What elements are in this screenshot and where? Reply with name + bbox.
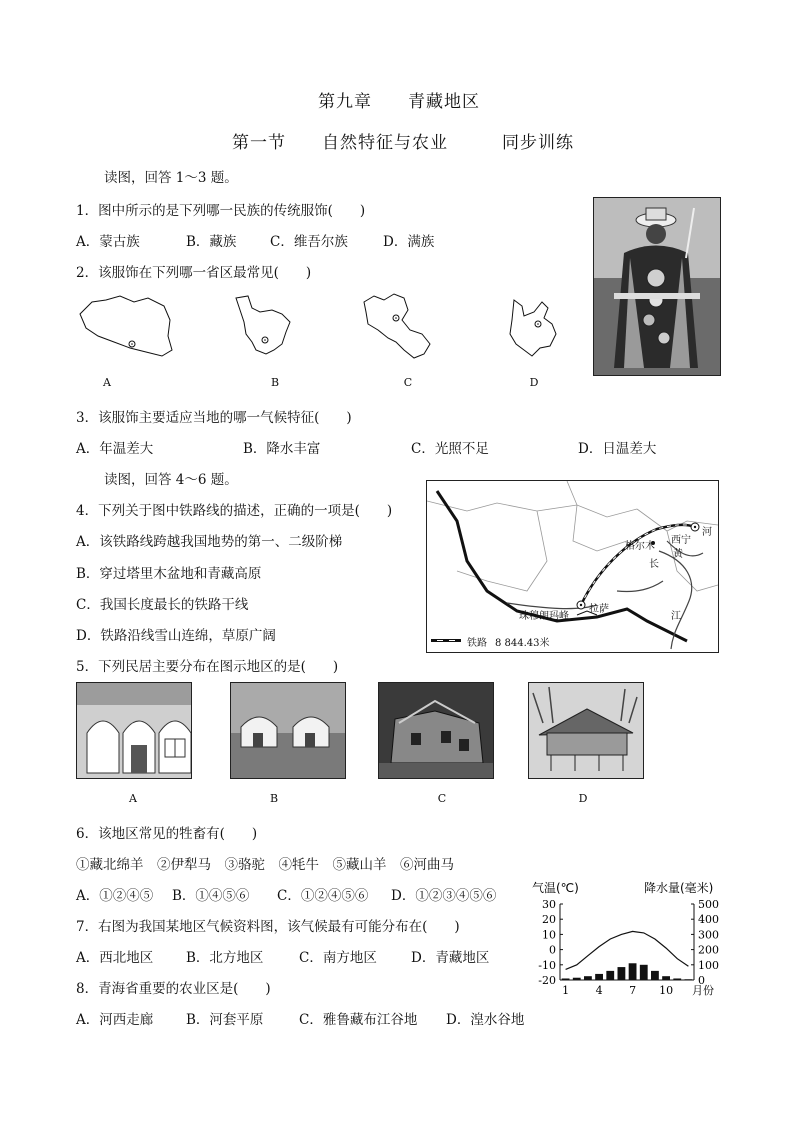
chart-precip-bar (662, 976, 670, 980)
intro-4-6: 读图，回答 4～6 题。 (104, 472, 238, 488)
q4-option-a: A．该铁路线跨越我国地势的第一、二级阶梯 (76, 534, 343, 550)
q2-stem: 2．该服饰在下列哪一省区最常见( ) (76, 265, 312, 281)
dwelling-label-b: B (269, 792, 279, 805)
q7-option-a: A．西北地区 (76, 950, 154, 966)
q5-stem: 5．下列民居主要分布在图示地区的是( ) (76, 659, 339, 675)
dwelling-label-c: C (437, 792, 447, 805)
q4-option-d: D．铁路沿线雪山连绵，草原广阔 (76, 628, 276, 644)
label-huang: 黄 (673, 549, 683, 560)
q3-option-b: B．降水丰富 (243, 441, 321, 457)
q7-option-d: D．青藏地区 (411, 950, 490, 966)
dwelling-photo-b-yurt (230, 682, 346, 779)
chart-precip-bar (640, 965, 648, 980)
label-lasa: 拉萨 (589, 604, 609, 615)
q1-option-d: D．满族 (383, 234, 435, 250)
map-option-c-outline (360, 290, 440, 364)
q3-option-c: C．光照不足 (411, 441, 489, 457)
q8-stem: 8．青海省重要的农业区是( ) (76, 981, 271, 997)
q3-stem: 3．该服饰主要适应当地的哪一气候特征( ) (76, 410, 352, 426)
q7-stem: 7．右图为我国某地区气候资料图，该气候最有可能分布在( ) (76, 919, 460, 935)
q8-option-b: B．河套平原 (186, 1012, 264, 1028)
dwelling-photo-d-stilt-house (528, 682, 644, 779)
chart-precip-bar (629, 963, 637, 980)
label-zhumulangma: 珠穆朗玛峰 (519, 611, 569, 622)
q1-option-c: C．维吾尔族 (270, 234, 348, 250)
map-option-a-tibet-outline (72, 292, 182, 362)
map-label-c: C (403, 376, 413, 389)
q1-option-a: A．蒙古族 (76, 234, 140, 250)
chart-x-tick-label: 4 (595, 984, 603, 997)
q8-option-c: C．雅鲁藏布江谷地 (299, 1012, 418, 1028)
chart-temperature-line (566, 931, 689, 969)
q1-stem: 1．图中所示的是下列哪一民族的传统服饰( ) (76, 203, 366, 219)
chart-left-tick-label: 0 (549, 943, 556, 957)
chart-precip-bar (618, 967, 626, 980)
map-option-b-outline (230, 292, 300, 362)
section-title: 第一节 自然特征与农业 同步训练 (232, 133, 574, 153)
chapter-title: 第九章 青藏地区 (318, 92, 480, 112)
q7-option-b: B．北方地区 (186, 950, 264, 966)
chart-left-tick-label: -20 (538, 974, 556, 987)
chart-x-tick-label: 10 (659, 984, 674, 997)
q6-option-c: C．①②④⑤⑥ (277, 888, 369, 904)
chart-right-tick-label: 0 (698, 974, 705, 987)
q8-option-a: A．河西走廊 (76, 1012, 154, 1028)
q6-option-b: B．①④⑤⑥ (172, 888, 250, 904)
map-label-a: A (103, 376, 111, 389)
map-label-b: B (270, 376, 280, 389)
railway-map-graphic (427, 481, 718, 652)
chart-right-tick-label: 500 (698, 898, 719, 911)
q4-option-c: C．我国长度最长的铁路干线 (76, 597, 249, 613)
q6-stem: 6．该地区常见的牲畜有( ) (76, 826, 258, 842)
q6-option-a: A．①②④⑤ (76, 888, 154, 904)
intro-1-3: 读图，回答 1～3 题。 (104, 170, 238, 186)
chart-precip-bar (673, 978, 681, 980)
label-geermu: 格尔木 (625, 541, 655, 552)
chart-left-tick-label: 10 (542, 928, 556, 942)
chart-precip-bar (562, 978, 570, 980)
q6-option-d: D．①②③④⑤⑥ (391, 888, 497, 904)
dwelling-photo-c-stone-house (378, 682, 494, 779)
chart-left-tick-label: 20 (542, 913, 556, 927)
chart-precip-bar (573, 978, 581, 980)
q7-option-c: C．南方地区 (299, 950, 377, 966)
dwelling-photo-a-cave (76, 682, 192, 779)
chart-precip-bar (651, 971, 659, 980)
chart-left-tick-label: 30 (542, 898, 556, 911)
chart-left-tick-label: -10 (538, 958, 556, 972)
q6-items: ①藏北绵羊 ②伊犁马 ③骆驼 ④牦牛 ⑤藏山羊 ⑥河曲马 (76, 857, 454, 873)
climate-chart (528, 878, 738, 1002)
chart-left-axis-label: 气温(℃) (532, 881, 579, 895)
chart-precip-bar (595, 974, 603, 980)
chart-precip-bar (685, 979, 693, 980)
label-jiang: 江 (671, 611, 681, 622)
chart-precip-bar (584, 976, 592, 980)
chart-precip-bar (606, 971, 614, 980)
chart-right-axis-label: 降水量(毫米) (644, 881, 714, 895)
qinghai-tibet-railway-map (426, 480, 719, 653)
map-label-d: D (529, 376, 539, 389)
chart-right-tick-label: 200 (698, 943, 719, 957)
chart-right-tick-label: 400 (698, 913, 719, 927)
chart-right-tick-label: 100 (698, 958, 719, 972)
label-elevation: 8 844.43米 (495, 638, 550, 649)
q8-option-d: D．湟水谷地 (446, 1012, 525, 1028)
legend-railway: 铁路 (467, 638, 487, 649)
chart-x-tick-label: 1 (562, 984, 570, 997)
chart-right-tick-label: 300 (698, 928, 719, 942)
label-chang: 长 (649, 559, 659, 570)
chart-plot-area (538, 898, 719, 997)
chart-x-tick-label: 7 (629, 984, 637, 997)
q3-option-d: D．日温差大 (578, 441, 657, 457)
map-option-d-outline (504, 294, 564, 360)
dwelling-label-a: A (129, 792, 137, 805)
tibetan-costume-photo (593, 197, 721, 376)
chart-x-unit-label: 月份 (692, 984, 714, 997)
q1-option-b: B．藏族 (186, 234, 237, 250)
q3-option-a: A．年温差大 (76, 441, 154, 457)
dwelling-label-d: D (578, 792, 588, 805)
q4-stem: 4．下列关于图中铁路线的描述，正确的一项是( ) (76, 503, 393, 519)
label-he: 河 (702, 527, 712, 538)
label-xining: 西宁 (671, 535, 691, 546)
q4-option-b: B．穿过塔里木盆地和青藏高原 (76, 566, 262, 582)
